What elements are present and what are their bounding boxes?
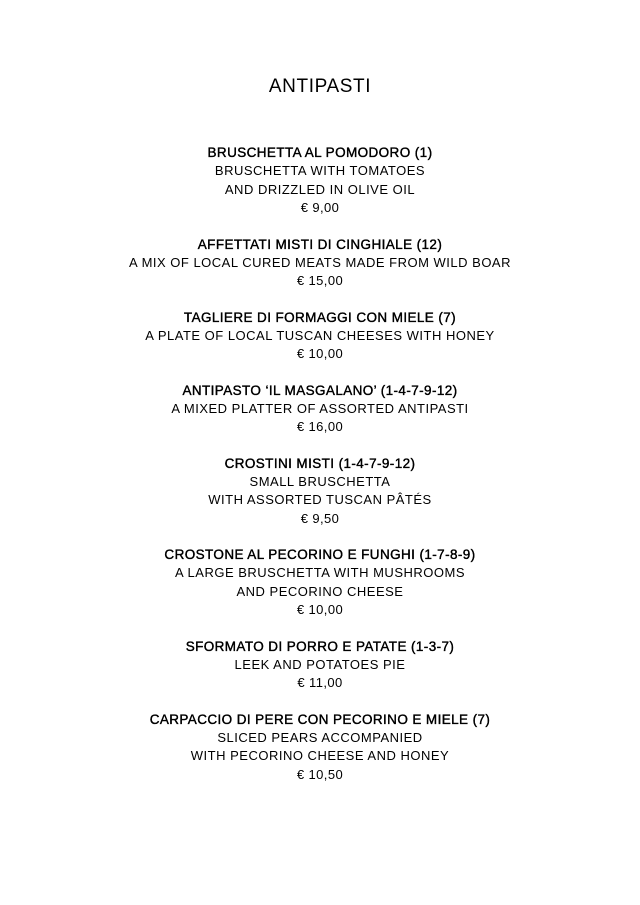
menu-item-price: € 10,00 (296, 346, 344, 361)
menu-item-description: SMALL BRUSCHETTA (249, 473, 391, 489)
menu-item-description: A MIX OF LOCAL CURED MEATS MADE FROM WILD BOAR (129, 254, 511, 270)
menu-item (0, 546, 640, 620)
menu-title: ANTIPASTI (268, 76, 372, 97)
menu-item-description: AND DRIZZLED IN OLIVE OIL (224, 181, 416, 197)
menu-item-name: CROSTONE AL PECORINO E FUNGHI (1-7-8-9) (164, 547, 476, 562)
menu-item (0, 638, 640, 693)
menu-item-name: CROSTINI MISTI (1-4-7-9-12) (224, 455, 416, 471)
menu-item-price: € 9,50 (300, 510, 340, 526)
menu-item-description: WITH PECORINO CHEESE AND HONEY (190, 748, 450, 763)
menu-item-description: BRUSCHETTA WITH TOMATOES (214, 163, 426, 178)
menu-item-price: € 10,50 (296, 766, 344, 782)
menu-item-name: CARPACCIO DI PERE CON PECORINO E MIELE (7) (149, 711, 491, 727)
menu-item-description: SLICED PEARS ACCOMPANIED (217, 729, 423, 745)
menu-item-description: A PLATE OF LOCAL TUSCAN CHEESES WITH HONEY (145, 327, 495, 343)
menu-item (0, 309, 640, 364)
menu-item-description: LEEK AND POTATOES PIE (234, 656, 406, 672)
menu-item-name: TAGLIERE DI FORMAGGI CON MIELE (7) (183, 309, 457, 325)
menu-item-name: AFFETTATI MISTI DI CINGHIALE (12) (197, 236, 443, 252)
menu-items-list (0, 144, 640, 784)
menu-item-description: A LARGE BRUSCHETTA WITH MUSHROOMS (174, 565, 465, 580)
menu-item (0, 382, 640, 437)
menu-item-name: SFORMATO DI PORRO E PATATE (1-3-7) (185, 638, 455, 654)
menu-item-description: WITH ASSORTED TUSCAN PÂTÉS (208, 492, 432, 507)
menu-item-price: € 16,00 (296, 419, 344, 434)
menu-item-price: € 9,00 (300, 200, 340, 215)
menu-item (0, 711, 640, 785)
menu-item-price: € 10,00 (296, 602, 344, 617)
menu-item (0, 236, 640, 291)
menu-item-description: AND PECORINO CHEESE (236, 583, 404, 599)
menu-item-description: A MIXED PLATTER OF ASSORTED ANTIPASTI (171, 400, 469, 416)
menu-item (0, 144, 640, 218)
menu-item (0, 455, 640, 529)
menu-item-name: BRUSCHETTA AL POMODORO (1) (207, 145, 433, 160)
menu-item-price: € 11,00 (297, 675, 343, 690)
menu-item-name: ANTIPASTO ‘IL MASGALANO’ (1-4-7-9-12) (182, 382, 458, 398)
menu-item-price: € 15,00 (296, 273, 344, 288)
